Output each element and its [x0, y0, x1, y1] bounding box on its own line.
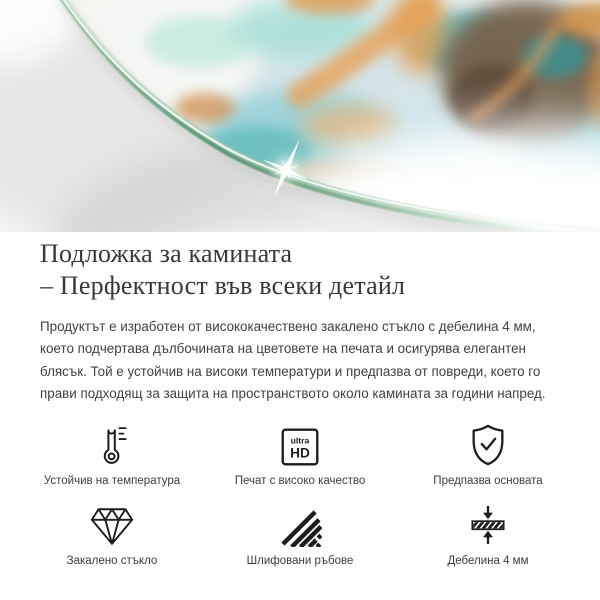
- diamond-icon: [89, 501, 135, 547]
- glass-mat-illustration: [0, 0, 600, 232]
- feature-tempered-glass: [18, 501, 206, 567]
- feature-temperature: [18, 421, 206, 487]
- page-title-line1: Подложка за камината: [40, 239, 293, 268]
- ultra-hd-icon-text-bottom: HD: [290, 445, 310, 461]
- feature-label: Шлифовани ръбове: [246, 555, 354, 568]
- feature-label: Печат с високо качество: [234, 475, 366, 488]
- feature-thickness: [394, 501, 582, 567]
- features-grid: [18, 421, 582, 567]
- polished-edges-icon: [279, 501, 322, 547]
- feature-print-quality: [206, 421, 394, 487]
- feature-label: Предпазва основата: [433, 475, 543, 488]
- thermometer-icon: [97, 421, 128, 467]
- feature-protects-base: [394, 421, 582, 487]
- page-title-line2: – Перфектност във всеки детайл: [40, 270, 406, 300]
- feature-polished-edges: [206, 501, 394, 567]
- ultra-hd-icon: [280, 421, 320, 467]
- thickness-icon: [469, 501, 507, 547]
- product-description: Продуктът е изработен от висококачествено закалено стъкло с дебелина 4 мм, което подчертава дълбочината на цветовете на печата и осигурява елегантен блясък. Той е устойчив на високи температури и предпазва от повреди, което го прави подходящ за защита на пространството около камината за години напред.: [40, 319, 546, 401]
- product-image: [0, 0, 600, 232]
- feature-label: Закалено стъкло: [66, 555, 158, 568]
- product-info: [0, 238, 600, 405]
- page-title: [40, 238, 560, 301]
- shield-check-icon: [468, 421, 508, 467]
- feature-label: Устойчив на температура: [43, 475, 181, 488]
- feature-label: Дебелина 4 мм: [447, 555, 529, 568]
- ultra-hd-icon-text-top: ultra: [290, 435, 310, 446]
